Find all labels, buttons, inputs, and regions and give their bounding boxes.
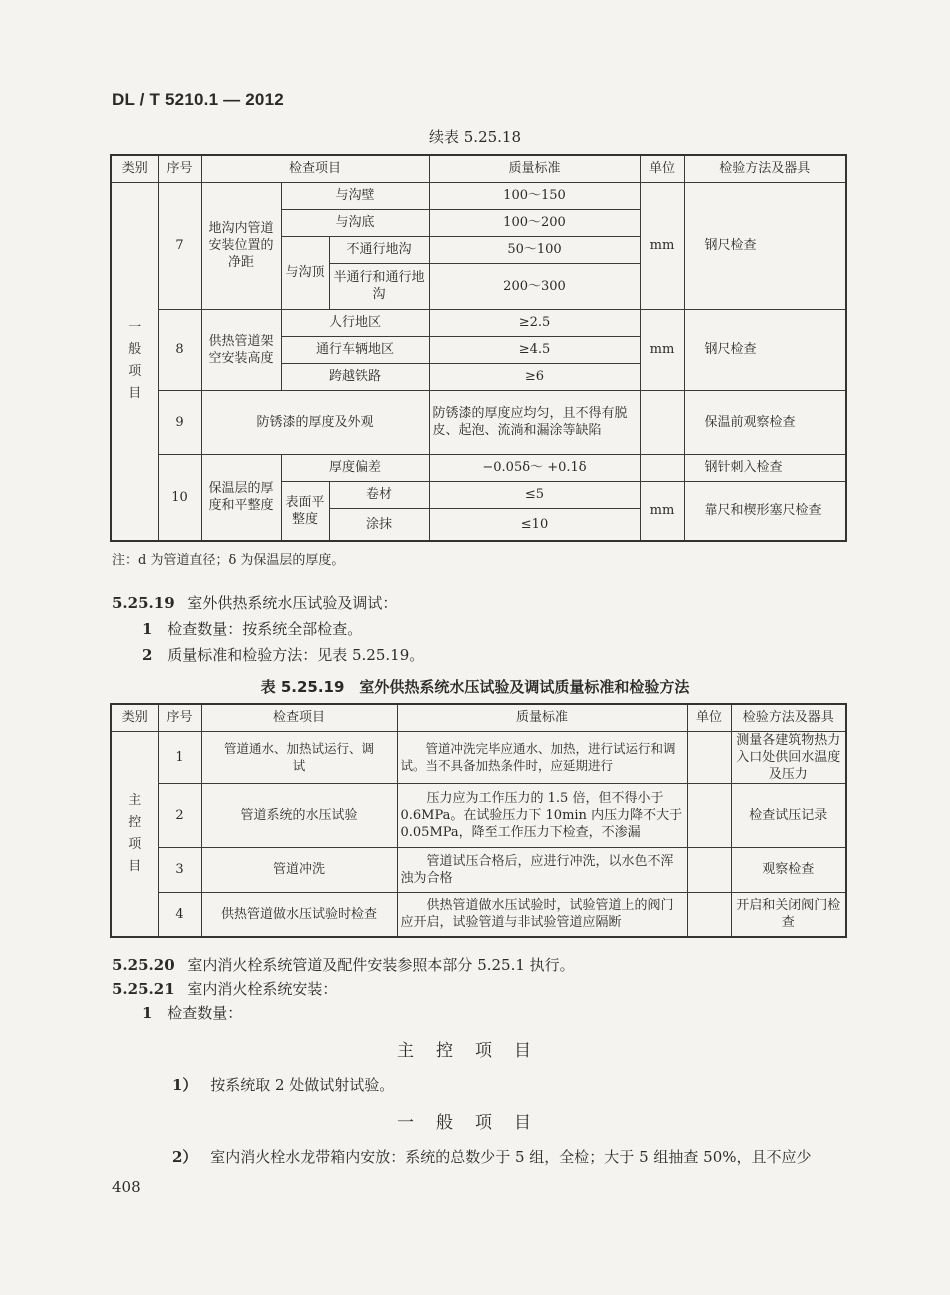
- header-check-item: 检查项目: [201, 704, 397, 731]
- list-item-text: 室内消火栓水龙带箱内安放：系统的总数少于 5 组，全检；大于 5 组抽查 50%，且不应少: [210, 1148, 812, 1166]
- section-5-25-20: [112, 954, 575, 975]
- unit-cell: mm: [640, 309, 684, 390]
- header-unit: 单位: [640, 155, 684, 182]
- method-cell: 测量各建筑物热力入口处供回水温度及压力: [731, 731, 846, 783]
- check-item: 管道通水、加热试运行、调试: [201, 731, 397, 783]
- sub-item: 半通行和通行地沟: [329, 263, 429, 309]
- check-item: 保温层的厚度和平整度: [201, 454, 281, 541]
- list-item: [142, 1002, 242, 1023]
- unit-cell: [687, 731, 731, 783]
- section-title: 室外供热系统水压试验及调试：: [187, 594, 398, 612]
- inspection-table-5-25-19: [110, 703, 847, 938]
- table-row: [111, 309, 846, 336]
- list-item-text: 检查数量：: [167, 1004, 243, 1022]
- row-number: 8: [158, 309, 201, 390]
- header-quality-standard: 质量标准: [429, 155, 640, 182]
- sub-item: 厚度偏差: [281, 454, 429, 481]
- sub-item: 通行车辆地区: [281, 336, 429, 363]
- check-item: 管道冲洗: [201, 847, 397, 892]
- section-number: 5.25.20: [112, 956, 175, 974]
- table-caption: 表 5.25.19 室外供热系统水压试验及调试质量标准和检验方法: [260, 678, 690, 696]
- unit-cell: [687, 892, 731, 937]
- table-row: [111, 182, 846, 209]
- quality-standard: 100～200: [429, 209, 640, 236]
- category-cell: 一 般 项 目: [111, 182, 158, 541]
- header-number: 序号: [158, 704, 201, 731]
- row-number: 2: [158, 783, 201, 847]
- quality-standard: ≤10: [429, 508, 640, 541]
- row-number: 7: [158, 182, 201, 309]
- quality-standard: 压力应为工作压力的 1.5 倍，但不得小于0.6MPa。在试验压力下 10min 内压力降不大于0.05MPa，降至工作压力下检查，不渗漏: [397, 783, 687, 847]
- quality-standard: ≤5: [429, 481, 640, 508]
- list-item: [142, 618, 362, 639]
- row-number: 3: [158, 847, 201, 892]
- quality-standard: 100～150: [429, 182, 640, 209]
- quality-standard: ≥2.5: [429, 309, 640, 336]
- sub-item: 与沟壁: [281, 182, 429, 209]
- unit-cell: [640, 454, 684, 481]
- page-number: 408: [112, 1178, 141, 1196]
- list-item: [172, 1146, 812, 1167]
- header-check-item: 检查项目: [201, 155, 429, 182]
- header-number: 序号: [158, 155, 201, 182]
- method-cell: 钢针刺入检查: [684, 454, 846, 481]
- unit-cell: mm: [640, 481, 684, 541]
- list-item-text: 检查数量：按系统全部检查。: [167, 620, 363, 638]
- sub-item: 与沟底: [281, 209, 429, 236]
- table-header-row: [111, 704, 846, 731]
- unit-cell: [687, 783, 731, 847]
- table-row: [111, 783, 846, 847]
- quality-standard: 供热管道做水压试验时，试验管道上的阀门应开启，试验管道与非试验管道应隔断: [397, 892, 687, 937]
- table-row: [111, 390, 846, 454]
- table-row: [111, 454, 846, 481]
- sub-item: 跨越铁路: [281, 363, 429, 390]
- section-title: 室内消火栓系统安装：: [187, 980, 338, 998]
- table-row: [111, 731, 846, 783]
- section-number: 5.25.21: [112, 980, 175, 998]
- header-category: 类别: [111, 155, 158, 182]
- quality-standard: 管道试压合格后，应进行冲洗，以水色不浑浊为合格: [397, 847, 687, 892]
- quality-standard: 200～300: [429, 263, 640, 309]
- section-5-25-19: [112, 592, 397, 613]
- quality-standard: ≥6: [429, 363, 640, 390]
- method-cell: 钢尺检查: [684, 309, 846, 390]
- quality-standard: 防锈漆的厚度应均匀，且不得有脱皮、起泡、流淌和漏涂等缺陷: [429, 390, 640, 454]
- check-item: 防锈漆的厚度及外观: [201, 390, 429, 454]
- list-item-number: 2）: [172, 1148, 198, 1166]
- row-number: 10: [158, 454, 201, 541]
- sub-item: 不通行地沟: [329, 236, 429, 263]
- check-item: 管道系统的水压试验: [201, 783, 397, 847]
- unit-cell: [687, 847, 731, 892]
- section-5-25-21: [112, 978, 337, 999]
- quality-standard: −0.05δ～ +0.1δ: [429, 454, 640, 481]
- header-category: 类别: [111, 704, 158, 731]
- check-item: 地沟内管道安装位置的净距: [201, 182, 281, 309]
- section-text: 室内消火栓系统管道及配件安装参照本部分 5.25.1 执行。: [187, 956, 575, 974]
- inspection-table-5-25-18: [110, 154, 847, 542]
- table-caption-continued: 续表 5.25.18: [428, 128, 522, 146]
- list-item-number: 1）: [172, 1076, 198, 1094]
- section-number: 5.25.19: [112, 594, 175, 612]
- list-item-text: 按系统取 2 处做试射试验。: [210, 1076, 395, 1094]
- header-quality-standard: 质量标准: [397, 704, 687, 731]
- table-row: [111, 892, 846, 937]
- sub-item: 涂抹: [329, 508, 429, 541]
- sub-item: 人行地区: [281, 309, 429, 336]
- quality-standard: ≥4.5: [429, 336, 640, 363]
- method-cell: 钢尺检查: [684, 182, 846, 309]
- header-method: 检验方法及器具: [684, 155, 846, 182]
- table-note: 注：d 为管道直径；δ 为保温层的厚度。: [112, 553, 345, 568]
- header-method: 检验方法及器具: [731, 704, 846, 731]
- method-cell: 靠尺和楔形塞尺检查: [684, 481, 846, 541]
- list-item-number: 2: [142, 646, 153, 664]
- method-cell: 观察检查: [731, 847, 846, 892]
- list-item-text: 质量标准和检验方法：见表 5.25.19。: [167, 646, 425, 664]
- list-item: [142, 644, 424, 665]
- list-item-number: 1: [142, 620, 153, 638]
- document-header: DL / T 5210.1 — 2012: [112, 90, 284, 109]
- unit-cell: [640, 390, 684, 454]
- unit-cell: mm: [640, 182, 684, 309]
- method-cell: 开启和关闭阀门检查: [731, 892, 846, 937]
- sub-item: 卷材: [329, 481, 429, 508]
- header-unit: 单位: [687, 704, 731, 731]
- check-item: 供热管道做水压试验时检查: [201, 892, 397, 937]
- main-control-heading: 主控项目: [397, 1041, 553, 1061]
- general-items-heading: 一般项目: [397, 1113, 553, 1133]
- quality-standard: 管道冲洗完毕应通水、加热，进行试运行和调试。当不具备加热条件时，应延期进行: [397, 731, 687, 783]
- row-number: 1: [158, 731, 201, 783]
- list-item: [172, 1074, 394, 1095]
- sub-group: 表面平整度: [281, 481, 329, 541]
- method-cell: 检查试压记录: [731, 783, 846, 847]
- table-header-row: [111, 155, 846, 182]
- row-number: 9: [158, 390, 201, 454]
- list-item-number: 1: [142, 1004, 153, 1022]
- sub-group: 与沟顶: [281, 236, 329, 309]
- table-row: [111, 847, 846, 892]
- method-cell: 保温前观察检查: [684, 390, 846, 454]
- category-cell: 主 控 项 目: [111, 731, 158, 937]
- row-number: 4: [158, 892, 201, 937]
- quality-standard: 50～100: [429, 236, 640, 263]
- check-item: 供热管道架空安装高度: [201, 309, 281, 390]
